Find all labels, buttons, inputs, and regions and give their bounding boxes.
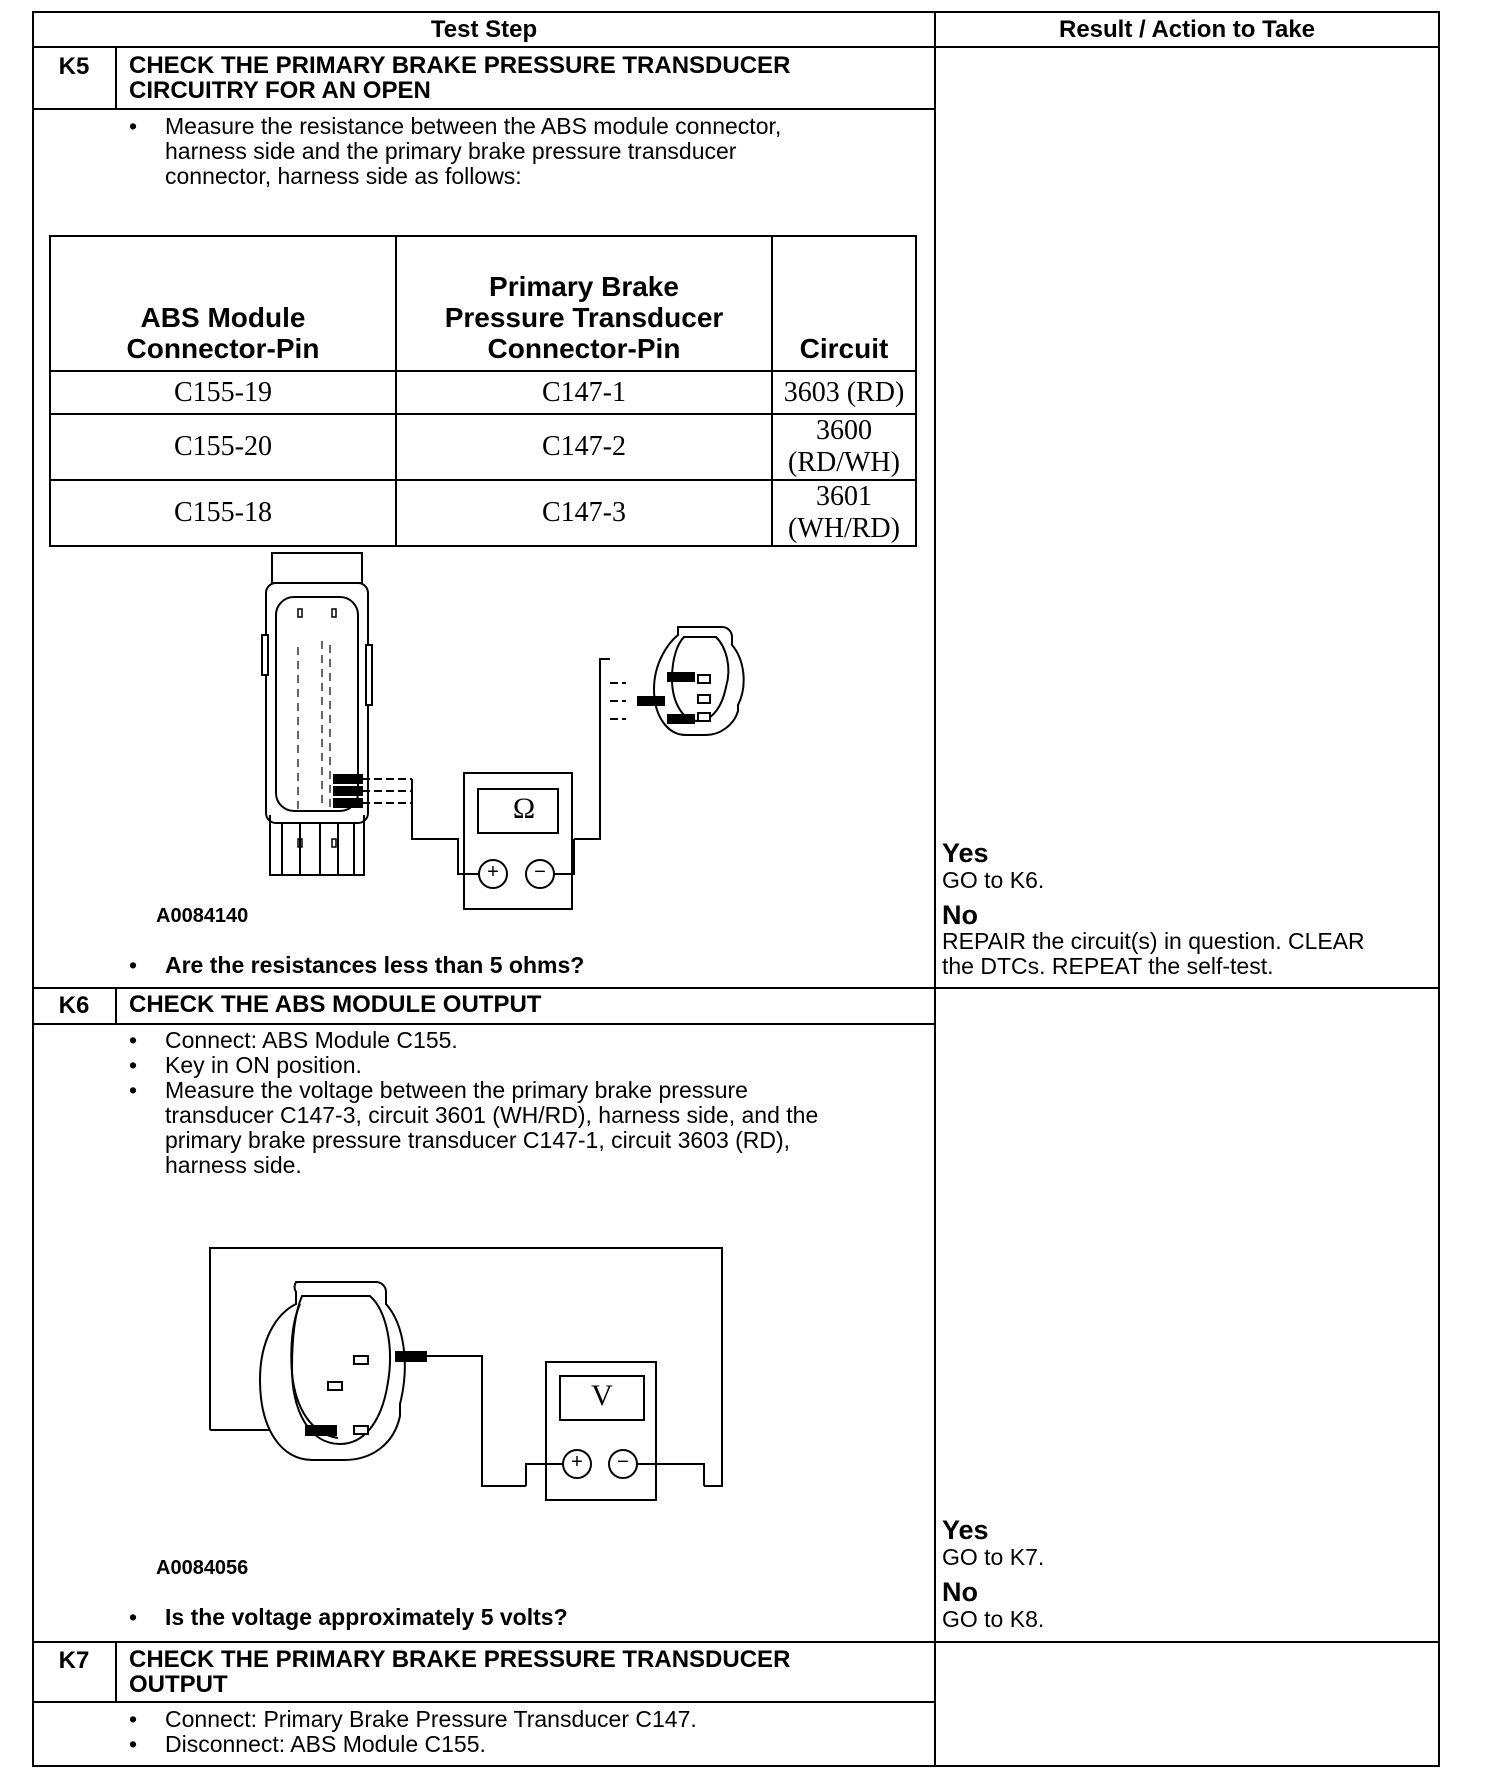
bullet: • bbox=[129, 1027, 138, 1053]
k6-no-label: No bbox=[942, 1577, 978, 1607]
bullet: • bbox=[129, 113, 138, 139]
k6-step1-text: Connect: ABS Module C155. bbox=[165, 1027, 458, 1053]
k5-minus-symbol: − bbox=[534, 861, 546, 883]
bullet: • bbox=[129, 1052, 138, 1078]
k7-step2-text: Disconnect: ABS Module C155. bbox=[165, 1731, 486, 1757]
k5-col-abs-header: ABS Module Connector-Pin bbox=[50, 236, 396, 371]
k7-step-id: K7 bbox=[58, 1647, 90, 1674]
k5-step-id: K5 bbox=[58, 53, 90, 80]
k5-figure-id: A0084140 bbox=[156, 905, 249, 927]
header-test-step: Test Step bbox=[430, 16, 538, 43]
table-row bbox=[50, 371, 916, 414]
k6-question-text: Is the voltage approximately 5 volts? bbox=[165, 1604, 568, 1630]
k5-pin-table bbox=[49, 235, 917, 547]
table-cell: C155-18 bbox=[50, 480, 396, 546]
bullet: • bbox=[129, 952, 138, 978]
table-left-border bbox=[32, 11, 34, 1767]
k6-step-id: K6 bbox=[58, 992, 90, 1019]
table-cell: 3600 (RD/WH) bbox=[772, 414, 916, 480]
table-cell: C147-3 bbox=[396, 480, 772, 546]
table-cell: C155-20 bbox=[50, 414, 396, 480]
header-bottom-border bbox=[32, 46, 1440, 48]
table-cell: 3601 (WH/RD) bbox=[772, 480, 916, 546]
k6-step2-text: Key in ON position. bbox=[165, 1052, 362, 1078]
bullet: • bbox=[129, 1604, 138, 1630]
k7-title-line1: CHECK THE PRIMARY BRAKE PRESSURE TRANSDUCER bbox=[129, 1646, 791, 1673]
k5-col-circuit-header: Circuit bbox=[772, 236, 916, 371]
k5-title-line2: CIRCUITRY FOR AN OPEN bbox=[129, 77, 431, 104]
table-bottom-border bbox=[32, 1765, 1440, 1767]
k5-no-action-line1: REPAIR the circuit(s) in question. CLEAR bbox=[942, 928, 1365, 954]
transducer-connector bbox=[638, 627, 744, 735]
table-row bbox=[50, 480, 916, 546]
k5-id-divider bbox=[115, 46, 117, 110]
k5-yes-action: GO to K6. bbox=[942, 867, 1045, 893]
k5-question-text: Are the resistances less than 5 ohms? bbox=[165, 952, 585, 978]
k7-step1-text: Connect: Primary Brake Pressure Transducer C147. bbox=[165, 1706, 697, 1732]
table-top-border bbox=[32, 11, 1440, 13]
bullet: • bbox=[129, 1077, 138, 1103]
k7-title-underline bbox=[32, 1701, 936, 1703]
k5-title-line1: CHECK THE PRIMARY BRAKE PRESSURE TRANSDUCER bbox=[129, 52, 791, 79]
k5-no-label: No bbox=[942, 900, 978, 930]
k5-no-action-line2: the DTCs. REPEAT the self-test. bbox=[942, 953, 1274, 979]
table-right-border bbox=[1438, 11, 1440, 1767]
k6-volt-symbol: V bbox=[591, 1379, 613, 1412]
column-divider bbox=[934, 11, 936, 1767]
k7-id-divider bbox=[115, 1641, 117, 1703]
k6-step3-text: Measure the voltage between the primary brake pressure transducer C147-3, circuit 3601 (WH/RD), harness side, and the primary brake pressure transducer C147-1, circuit 3603 (RD), harness side. bbox=[165, 1077, 819, 1178]
abs-module-connector bbox=[262, 553, 372, 875]
k6-no-action: GO to K8. bbox=[942, 1606, 1045, 1632]
k6-probe-wire bbox=[426, 1356, 526, 1486]
k5-yes-label: Yes bbox=[942, 838, 989, 868]
k6-id-divider bbox=[115, 987, 117, 1025]
table-cell: C155-19 bbox=[50, 371, 396, 414]
transducer-connector bbox=[260, 1282, 426, 1460]
table-cell: 3603 (RD) bbox=[772, 371, 916, 414]
k5-bottom-border bbox=[32, 987, 1440, 989]
k5-instruction-text: Measure the resistance between the ABS module connector, harness side and the primary brake pressure transducer connector, harness side as follows: bbox=[165, 113, 782, 189]
k6-figure-id: A0084056 bbox=[156, 1557, 249, 1579]
k5-resistance-diagram bbox=[150, 545, 770, 925]
k6-yes-label: Yes bbox=[942, 1515, 989, 1545]
table-cell: C147-2 bbox=[396, 414, 772, 480]
k6-plus-symbol: + bbox=[571, 1451, 583, 1473]
bullet: • bbox=[129, 1731, 138, 1757]
table-row bbox=[50, 414, 916, 480]
k5-ohm-symbol: Ω bbox=[512, 792, 536, 825]
k6-minus-symbol: − bbox=[617, 1451, 629, 1473]
k6-bottom-border bbox=[32, 1641, 1440, 1643]
k7-title-line2: OUTPUT bbox=[129, 1671, 228, 1698]
k6-title: CHECK THE ABS MODULE OUTPUT bbox=[129, 991, 542, 1018]
k5-plus-symbol: + bbox=[487, 861, 499, 883]
bullet: • bbox=[129, 1706, 138, 1732]
k6-yes-action: GO to K7. bbox=[942, 1544, 1045, 1570]
header-result-action: Result / Action to Take bbox=[1058, 16, 1316, 43]
k6-title-underline bbox=[32, 1023, 936, 1025]
k5-col-pbpt-header: Primary Brake Pressure Transducer Connector-Pin bbox=[396, 236, 772, 371]
k5-title-underline bbox=[32, 108, 936, 110]
k6-voltage-diagram bbox=[200, 1230, 740, 1510]
table-cell: C147-1 bbox=[396, 371, 772, 414]
